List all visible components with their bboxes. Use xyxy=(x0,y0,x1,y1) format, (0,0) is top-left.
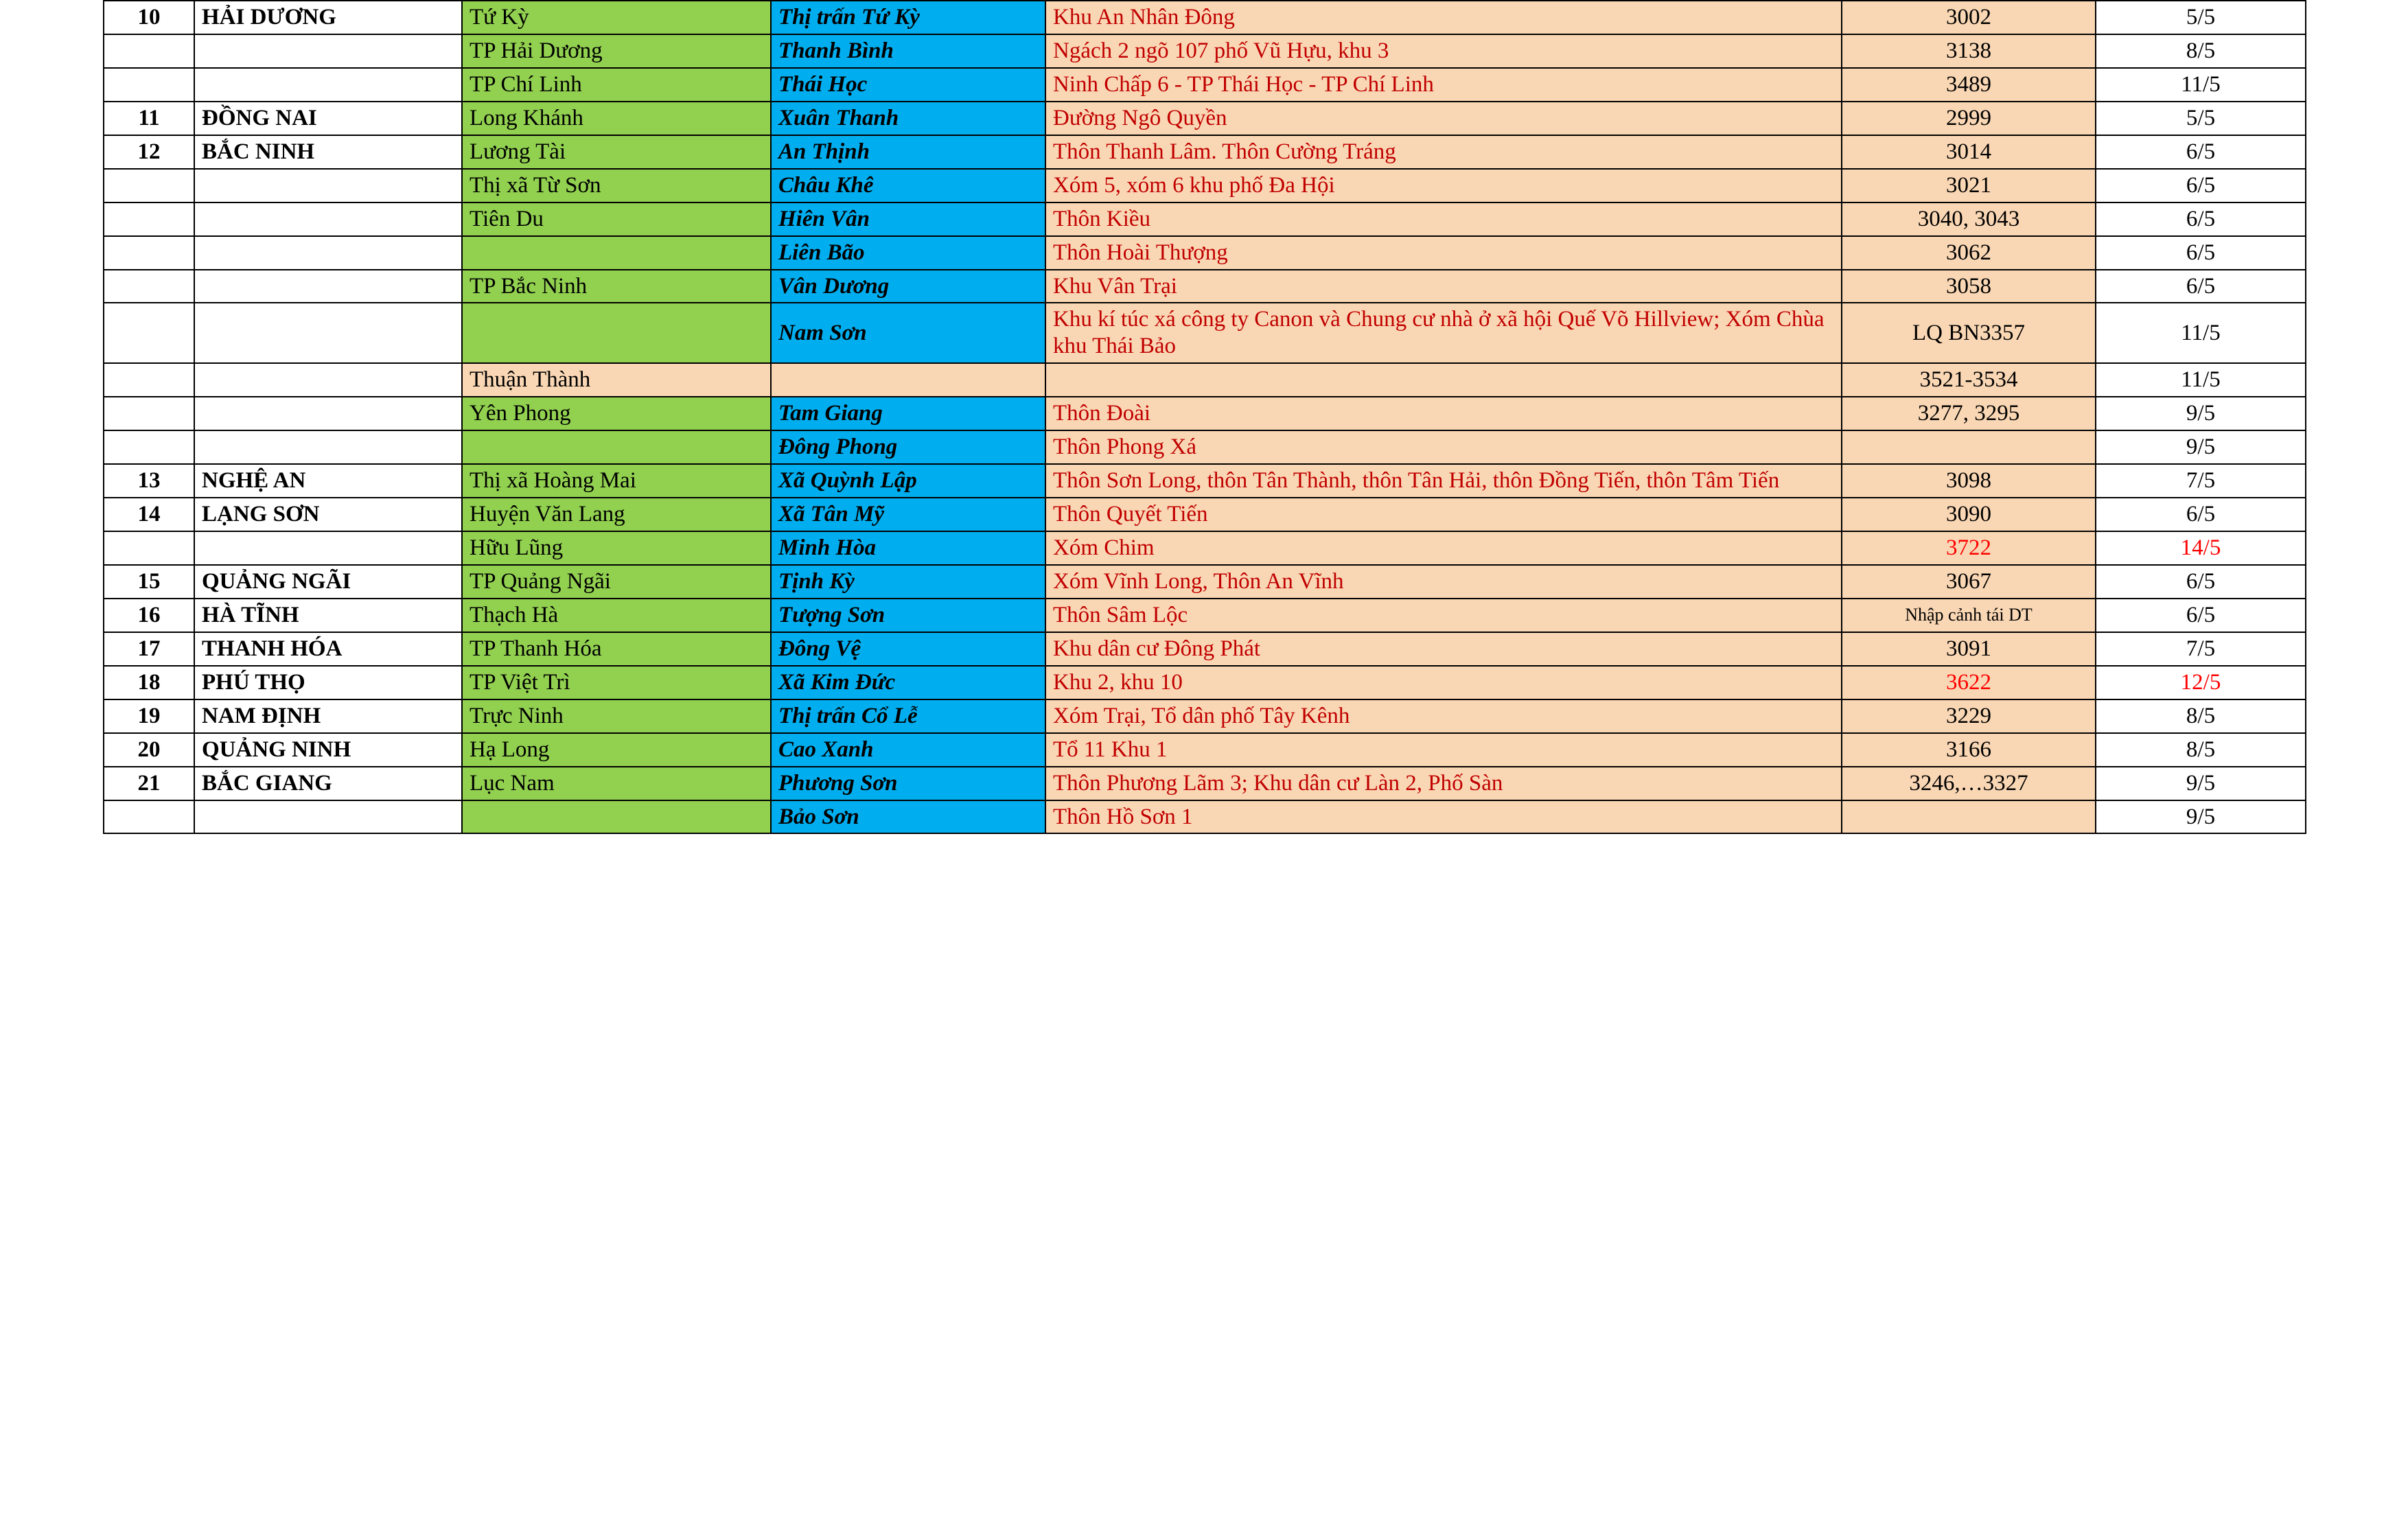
table-row xyxy=(104,565,2306,599)
table-row xyxy=(104,599,2306,632)
cell-no: 16 xyxy=(104,599,194,632)
cell-date: 6/5 xyxy=(2096,135,2306,169)
cell-district: Huyện Văn Lang xyxy=(462,498,771,531)
cell-code: 3622 xyxy=(1842,666,2096,699)
cell-district: Lương Tài xyxy=(462,135,771,169)
cell-district: TP Chí Linh xyxy=(462,68,771,102)
cell-district: Tiên Du xyxy=(462,202,771,236)
cell-code: 3722 xyxy=(1842,531,2096,565)
cell-code: 3062 xyxy=(1842,236,2096,270)
cell-date: 7/5 xyxy=(2096,632,2306,666)
cell-ward: Đông Phong xyxy=(771,430,1045,464)
table-row xyxy=(104,699,2306,733)
cell-location: Thôn Hồ Sơn 1 xyxy=(1045,800,1842,834)
cell-no: 18 xyxy=(104,666,194,699)
cell-ward xyxy=(771,363,1045,397)
table-row xyxy=(104,767,2306,800)
cell-code: 3067 xyxy=(1842,565,2096,599)
cell-province: HẢI DƯƠNG xyxy=(194,1,462,34)
table-row xyxy=(104,800,2306,834)
cell-code: 2999 xyxy=(1842,102,2096,135)
cell-no: 12 xyxy=(104,135,194,169)
cell-location: Ninh Chấp 6 - TP Thái Học - TP Chí Linh xyxy=(1045,68,1842,102)
cell-code: 3246,…3327 xyxy=(1842,767,2096,800)
cell-date: 5/5 xyxy=(2096,102,2306,135)
table-row xyxy=(104,169,2306,202)
cell-date: 6/5 xyxy=(2096,202,2306,236)
cell-code: 3021 xyxy=(1842,169,2096,202)
cell-location: Thôn Kiều xyxy=(1045,202,1842,236)
table-row xyxy=(104,68,2306,102)
cell-no xyxy=(104,169,194,202)
cell-ward: Thái Học xyxy=(771,68,1045,102)
cell-ward: An Thịnh xyxy=(771,135,1045,169)
cell-province xyxy=(194,236,462,270)
cell-ward: Thị trấn Cổ Lễ xyxy=(771,699,1045,733)
cell-province xyxy=(194,169,462,202)
cell-province xyxy=(194,34,462,68)
cell-district xyxy=(462,303,771,363)
cell-ward: Cao Xanh xyxy=(771,733,1045,767)
cell-no xyxy=(104,363,194,397)
table-row xyxy=(104,666,2306,699)
cell-location: Khu Vân Trại xyxy=(1045,270,1842,303)
cell-province xyxy=(194,270,462,303)
cell-province xyxy=(194,531,462,565)
cell-code xyxy=(1842,430,2096,464)
cell-province xyxy=(194,397,462,430)
cell-no xyxy=(104,303,194,363)
table-row xyxy=(104,102,2306,135)
cell-district: Trực Ninh xyxy=(462,699,771,733)
cell-code: LQ BN3357 xyxy=(1842,303,2096,363)
cell-date: 6/5 xyxy=(2096,270,2306,303)
cell-code: 3489 xyxy=(1842,68,2096,102)
cell-location: Thôn Hoài Thượng xyxy=(1045,236,1842,270)
cell-date: 8/5 xyxy=(2096,699,2306,733)
cell-code: 3014 xyxy=(1842,135,2096,169)
cell-district: TP Việt Trì xyxy=(462,666,771,699)
cell-code: 3090 xyxy=(1842,498,2096,531)
cell-code xyxy=(1842,800,2096,834)
cell-district: Long Khánh xyxy=(462,102,771,135)
cell-location: Thôn Phong Xá xyxy=(1045,430,1842,464)
cell-no xyxy=(104,430,194,464)
cell-location: Thôn Đoài xyxy=(1045,397,1842,430)
cell-district: Thị xã Từ Sơn xyxy=(462,169,771,202)
cell-province: NAM ĐỊNH xyxy=(194,699,462,733)
cell-ward: Châu Khê xyxy=(771,169,1045,202)
table-row xyxy=(104,135,2306,169)
cell-ward: Vân Dương xyxy=(771,270,1045,303)
cell-date: 6/5 xyxy=(2096,599,2306,632)
cell-date: 9/5 xyxy=(2096,397,2306,430)
cell-date: 11/5 xyxy=(2096,303,2306,363)
cell-province: BẮC NINH xyxy=(194,135,462,169)
cell-province: LẠNG SƠN xyxy=(194,498,462,531)
table-row xyxy=(104,270,2306,303)
cell-ward: Xã Tân Mỹ xyxy=(771,498,1045,531)
cell-district xyxy=(462,800,771,834)
cell-district: Hữu Lũng xyxy=(462,531,771,565)
cell-ward: Minh Hòa xyxy=(771,531,1045,565)
cell-ward: Liên Bão xyxy=(771,236,1045,270)
cell-date: 11/5 xyxy=(2096,363,2306,397)
cell-no: 11 xyxy=(104,102,194,135)
cell-province: PHÚ THỌ xyxy=(194,666,462,699)
cell-date: 11/5 xyxy=(2096,68,2306,102)
cell-code: 3091 xyxy=(1842,632,2096,666)
cell-date: 6/5 xyxy=(2096,498,2306,531)
cell-ward: Thanh Bình xyxy=(771,34,1045,68)
cell-date: 5/5 xyxy=(2096,1,2306,34)
cell-district: Thạch Hà xyxy=(462,599,771,632)
cell-ward: Đông Vệ xyxy=(771,632,1045,666)
cell-code: 3098 xyxy=(1842,464,2096,498)
cell-province: HÀ TĨNH xyxy=(194,599,462,632)
cell-ward: Phương Sơn xyxy=(771,767,1045,800)
cell-province xyxy=(194,202,462,236)
cell-date: 9/5 xyxy=(2096,430,2306,464)
table-row xyxy=(104,531,2306,565)
table-row xyxy=(104,1,2306,34)
cell-date: 14/5 xyxy=(2096,531,2306,565)
covid-locations-table xyxy=(103,0,2306,834)
cell-location: Đường Ngô Quyền xyxy=(1045,102,1842,135)
cell-district: Tứ Kỳ xyxy=(462,1,771,34)
cell-location xyxy=(1045,363,1842,397)
cell-code: 3058 xyxy=(1842,270,2096,303)
cell-no: 17 xyxy=(104,632,194,666)
cell-date: 8/5 xyxy=(2096,34,2306,68)
cell-date: 8/5 xyxy=(2096,733,2306,767)
cell-district xyxy=(462,236,771,270)
cell-no: 14 xyxy=(104,498,194,531)
table-row xyxy=(104,303,2306,363)
cell-district: TP Quảng Ngãi xyxy=(462,565,771,599)
cell-code: 3521-3534 xyxy=(1842,363,2096,397)
cell-code: Nhập cảnh tái DT xyxy=(1842,599,2096,632)
cell-location: Xóm Chim xyxy=(1045,531,1842,565)
cell-province xyxy=(194,430,462,464)
cell-ward: Tượng Sơn xyxy=(771,599,1045,632)
cell-district: Thị xã Hoàng Mai xyxy=(462,464,771,498)
cell-province: THANH HÓA xyxy=(194,632,462,666)
cell-no xyxy=(104,800,194,834)
cell-code: 3040, 3043 xyxy=(1842,202,2096,236)
cell-ward: Xuân Thanh xyxy=(771,102,1045,135)
cell-location: Xóm 5, xóm 6 khu phố Đa Hội xyxy=(1045,169,1842,202)
cell-location: Thôn Quyết Tiến xyxy=(1045,498,1842,531)
cell-province: QUẢNG NGÃI xyxy=(194,565,462,599)
cell-ward: Thị trấn Tứ Kỳ xyxy=(771,1,1045,34)
cell-no: 15 xyxy=(104,565,194,599)
cell-location: Khu An Nhân Đông xyxy=(1045,1,1842,34)
table-row xyxy=(104,397,2306,430)
cell-ward: Tam Giang xyxy=(771,397,1045,430)
cell-ward: Xã Quỳnh Lập xyxy=(771,464,1045,498)
cell-location: Thôn Phương Lãm 3; Khu dân cư Làn 2, Phố Sàn xyxy=(1045,767,1842,800)
cell-date: 6/5 xyxy=(2096,236,2306,270)
cell-code: 3138 xyxy=(1842,34,2096,68)
cell-no: 20 xyxy=(104,733,194,767)
cell-location: Khu 2, khu 10 xyxy=(1045,666,1842,699)
cell-date: 7/5 xyxy=(2096,464,2306,498)
table-row xyxy=(104,632,2306,666)
cell-district: TP Hải Dương xyxy=(462,34,771,68)
table-row xyxy=(104,202,2306,236)
cell-ward: Bảo Sơn xyxy=(771,800,1045,834)
table-row xyxy=(104,498,2306,531)
cell-province xyxy=(194,363,462,397)
cell-location: Xóm Vĩnh Long, Thôn An Vĩnh xyxy=(1045,565,1842,599)
cell-no xyxy=(104,34,194,68)
cell-ward: Tịnh Kỳ xyxy=(771,565,1045,599)
cell-location: Khu dân cư Đông Phát xyxy=(1045,632,1842,666)
cell-date: 6/5 xyxy=(2096,169,2306,202)
cell-province: NGHỆ AN xyxy=(194,464,462,498)
cell-district: Thuận Thành xyxy=(462,363,771,397)
cell-district: Yên Phong xyxy=(462,397,771,430)
cell-code: 3002 xyxy=(1842,1,2096,34)
cell-no xyxy=(104,270,194,303)
cell-province: ĐỒNG NAI xyxy=(194,102,462,135)
cell-ward: Hiên Vân xyxy=(771,202,1045,236)
cell-district: Hạ Long xyxy=(462,733,771,767)
cell-location: Thôn Sâm Lộc xyxy=(1045,599,1842,632)
cell-code: 3229 xyxy=(1842,699,2096,733)
cell-ward: Nam Sơn xyxy=(771,303,1045,363)
table-row xyxy=(104,34,2306,68)
cell-no xyxy=(104,531,194,565)
cell-date: 9/5 xyxy=(2096,800,2306,834)
cell-province: QUẢNG NINH xyxy=(194,733,462,767)
cell-code: 3166 xyxy=(1842,733,2096,767)
cell-date: 12/5 xyxy=(2096,666,2306,699)
cell-date: 9/5 xyxy=(2096,767,2306,800)
cell-date: 6/5 xyxy=(2096,565,2306,599)
cell-province: BẮC GIANG xyxy=(194,767,462,800)
cell-no: 10 xyxy=(104,1,194,34)
table-row xyxy=(104,363,2306,397)
cell-location: Thôn Sơn Long, thôn Tân Thành, thôn Tân Hải, thôn Đồng Tiến, thôn Tâm Tiến xyxy=(1045,464,1842,498)
cell-no: 19 xyxy=(104,699,194,733)
table-row xyxy=(104,464,2306,498)
cell-no: 21 xyxy=(104,767,194,800)
cell-no xyxy=(104,397,194,430)
cell-province xyxy=(194,303,462,363)
cell-no xyxy=(104,236,194,270)
table-row xyxy=(104,430,2306,464)
cell-district: TP Thanh Hóa xyxy=(462,632,771,666)
cell-location: Tổ 11 Khu 1 xyxy=(1045,733,1842,767)
cell-province xyxy=(194,800,462,834)
cell-location: Khu kí túc xá công ty Canon và Chung cư nhà ở xã hội Quế Võ Hillview; Xóm Chùa khu Thái Bảo xyxy=(1045,303,1842,363)
cell-code: 3277, 3295 xyxy=(1842,397,2096,430)
cell-no: 13 xyxy=(104,464,194,498)
cell-province xyxy=(194,68,462,102)
cell-no xyxy=(104,68,194,102)
cell-location: Ngách 2 ngõ 107 phố Vũ Hựu, khu 3 xyxy=(1045,34,1842,68)
cell-location: Thôn Thanh Lâm. Thôn Cường Tráng xyxy=(1045,135,1842,169)
cell-district: TP Bắc Ninh xyxy=(462,270,771,303)
table-body xyxy=(104,1,2306,833)
cell-location: Xóm Trại, Tổ dân phố Tây Kênh xyxy=(1045,699,1842,733)
cell-no xyxy=(104,202,194,236)
cell-ward: Xã Kim Đức xyxy=(771,666,1045,699)
cell-district: Lục Nam xyxy=(462,767,771,800)
table-row xyxy=(104,733,2306,767)
table-row xyxy=(104,236,2306,270)
cell-district xyxy=(462,430,771,464)
